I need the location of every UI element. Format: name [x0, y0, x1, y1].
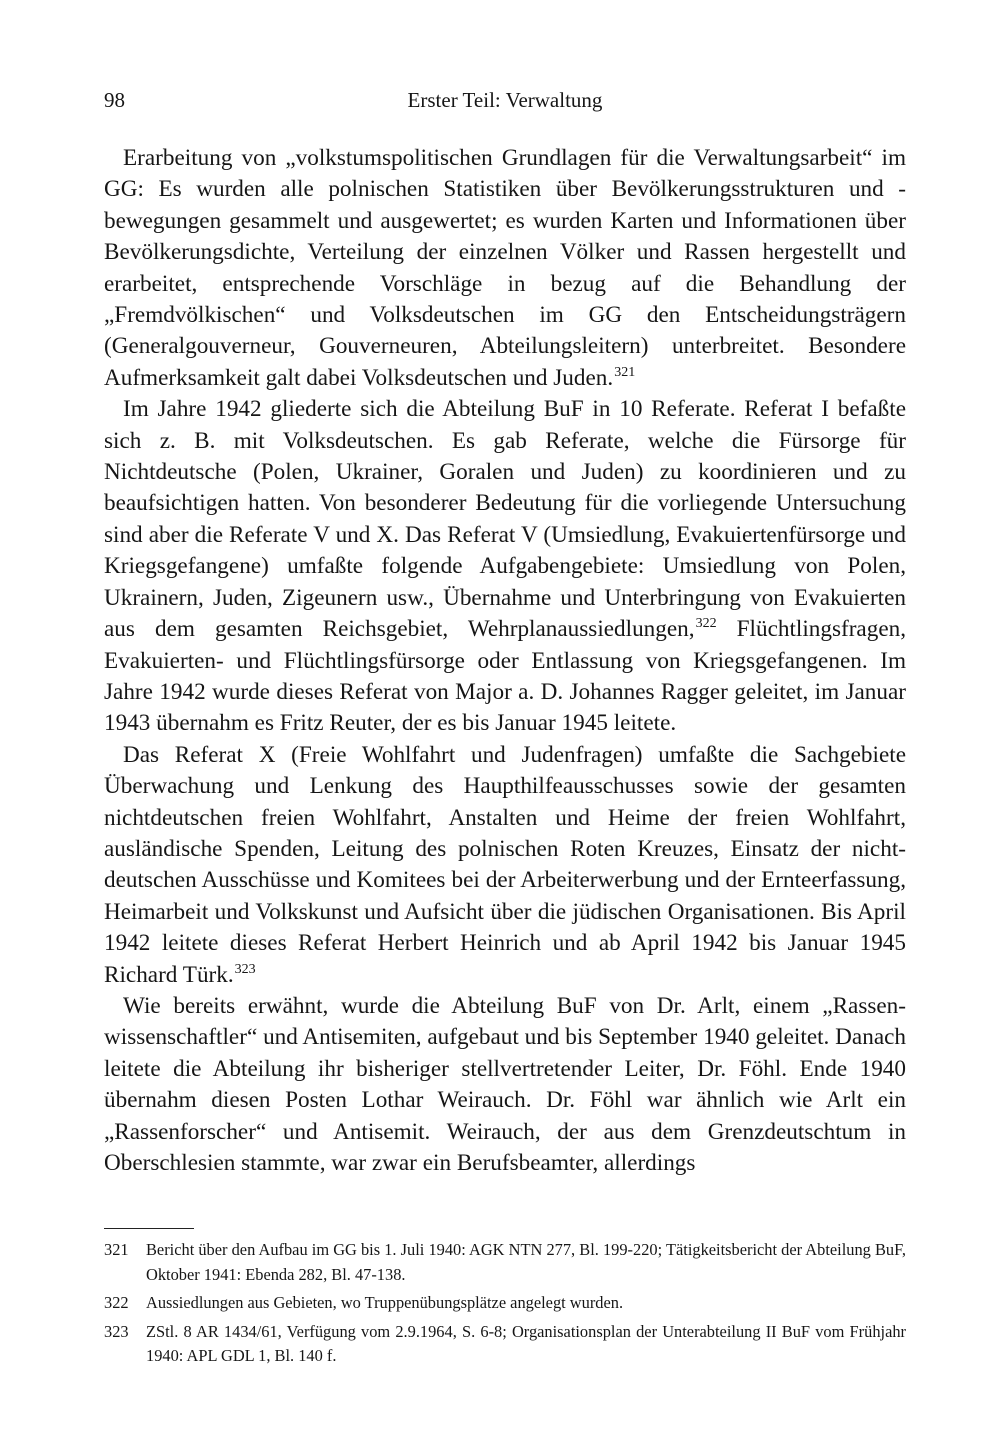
- main-text: [104, 143, 906, 1179]
- footnote-number: 323: [104, 1321, 129, 1341]
- footnote: [104, 1320, 906, 1369]
- paragraph-text: Erarbeitung von „volkstumspolitischen Grundlagen für die Verwaltungsarbeit“ im GG: Es wurden alle polnischen Statistiken über Bevölkerungsstrukturen und -bewegungen gesammelt und ausgewertet; es wurden Karten und Informationen über Bevölkerungsdichte, Verteilung der einzelnen Völker und Rassen hergestellt und erarbeitet, entsprechende Vorschläge in bezug auf die Behandlung der „Fremdvölkischen“ und Volksdeutschen im GG den Entscheidungsträgern (Generalgouverneur, Gouverneuren, Abteilungsleitern) unterbreitet. Besondere Aufmerksamkeit galt dabei Volksdeutschen und Juden.: [104, 145, 906, 391]
- footnote-text: ZStl. 8 AR 1434/61, Verfügung vom 2.9.1964, S. 6-8; Organisationsplan der Unterabteilung II BuF vom Frühjahr 1940: APL GDL 1, Bl. 140 f.: [146, 1321, 906, 1365]
- footnote: [104, 1291, 906, 1316]
- paragraph: [104, 394, 906, 739]
- paragraph: [104, 740, 906, 991]
- footnote-text: Aussiedlungen aus Gebieten, wo Truppenübungsplätze angelegt wurden.: [146, 1293, 624, 1312]
- page-header: [104, 88, 906, 122]
- paragraph: [104, 143, 906, 394]
- paragraph: [104, 991, 906, 1179]
- paragraph-text: Im Jahre 1942 gliederte sich die Abteilung BuF in 10 Referate. Referat I befaßte sich z. B. mit Volksdeutschen. Es gab Referate, welche die Fürsorge für Nichtdeutsche (Polen, Ukrainer, Goralen und Juden) zu koordinieren und zu beaufsichtigen hatten. Von besonderer Bedeutung für die vorliegende Untersuchung sind aber die Referate V und X. Das Referat V (Umsiedlung, Evakuiertenfürsorge und Kriegsgefangene) umfaßte folgende Aufgabengebiete: Umsiedlung von Polen, Ukrainern, Juden, Zigeunern usw., Übernahme und Unterbringung von Evakuierten aus dem gesamten Reichsgebiet, Wehrplanaussiedlungen,: [104, 396, 906, 643]
- footnote-reference: 323: [234, 961, 256, 977]
- paragraph-text: Wie bereits erwähnt, wurde die Abteilung BuF von Dr. Arlt, einem „Rassenwissenschaftler“ und Antisemiten, aufgebaut und bis September 1940 geleitet. Danach leitete die Abteilung ihr bisheriger stellvertretender Leiter, Dr. Föhl. Ende 1940 übernahm diesen Posten Lothar Weirauch. Dr. Föhl war ähnlich wie Arlt ein „Rassenforscher“ und Antisemit. Weirauch, der aus dem Grenzdeutschtum in Oberschlesien stammte, war zwar ein Berufsbeamter, allerdings: [104, 992, 906, 1176]
- footnote-number: 321: [104, 1240, 129, 1259]
- footnote-reference: 321: [614, 364, 636, 380]
- footnotes: [104, 1238, 906, 1373]
- footnote: [104, 1238, 906, 1287]
- footnote-text: Bericht über den Aufbau im GG bis 1. Juli 1940: AGK NTN 277, Bl. 199-220; Tätigkeitsbericht der Abteilung BuF, Oktober 1941: Ebenda 282, Bl. 47-138.: [146, 1240, 906, 1284]
- footnote-number: 322: [104, 1293, 129, 1312]
- footnote-separator: [104, 1228, 194, 1229]
- paragraph-text: Das Referat X (Freie Wohlfahrt und Judenfragen) umfaßte die Sachgebiete Überwachung und Lenkung des Haupthilfeausschusses sowie der gesamten nichtdeutschen freien Wohlfahrt, Anstalten und Heime der freien Wohlfahrt, ausländische Spenden, Leitung des polnischen Roten Kreuzes, Einsatz der nichtdeutschen Ausschüsse und Komitees bei der Arbeiterwerbung und der Ernteerfassung, Heimarbeit und Volkskunst und Aufsicht über die jüdischen Organisationen. Bis April 1942 leitete dieses Referat Herbert Heinrich und ab April 1942 bis Januar 1945 Richard Türk.: [104, 741, 906, 988]
- footnote-reference: 322: [695, 616, 717, 632]
- running-head: Erster Teil: Verwaltung: [407, 88, 603, 112]
- paragraph-text-continued: Flüchtlingsfragen, Evakuierten- und Flüchtlingsfürsorge oder Entlassung von Kriegsgefangenen. Im Jahre 1942 wurde dieses Referat von Major a. D. Johannes Ragger geleitet, im Januar 1943 übernahm es Fritz Reuter, der es bis Januar 1945 leitete.: [104, 616, 907, 737]
- page-number: 98: [104, 88, 125, 112]
